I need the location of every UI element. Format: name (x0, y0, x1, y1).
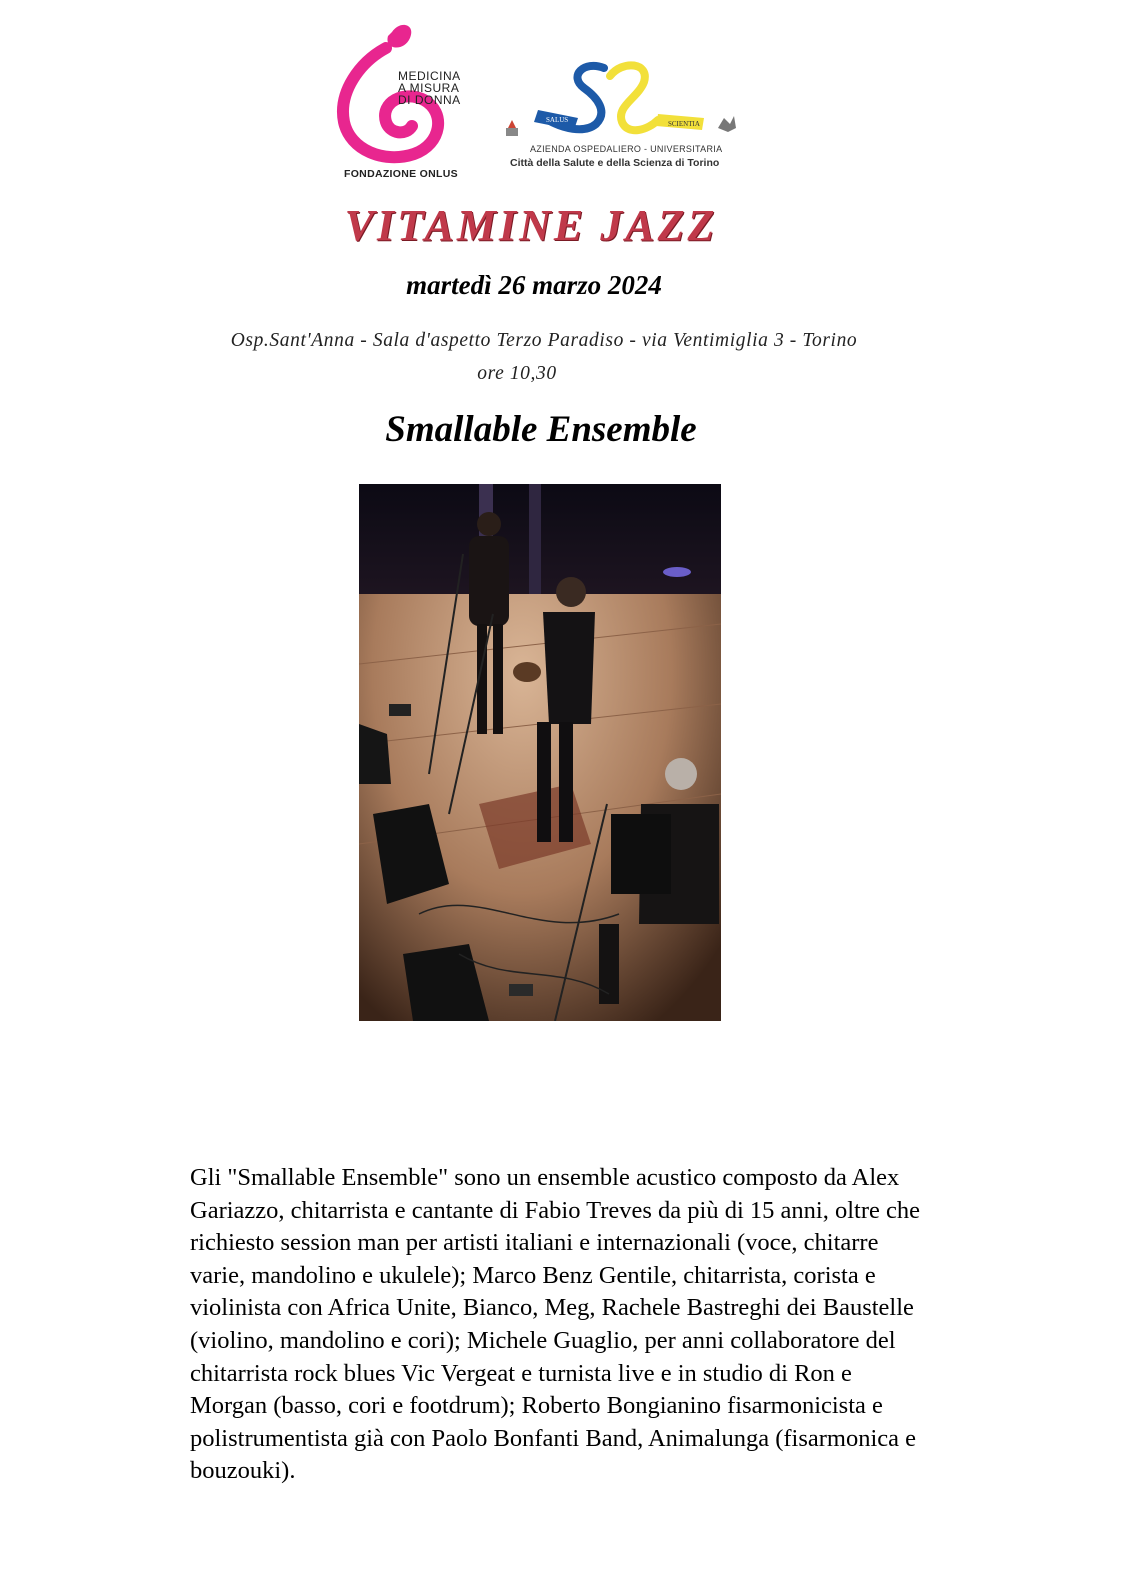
ribbon-right-label: SCIENTIA (668, 120, 700, 128)
ribbon-left-label: SALUS (546, 116, 569, 124)
event-date: martedì 26 marzo 2024 (406, 270, 662, 300)
azienda-name: Città della Salute e della Scienza di Torino (510, 157, 720, 169)
band-description: Gli "Smallable Ensemble" sono un ensemble acustico composto da Alex Gariazzo, chitarrista e cantante di Fabio Treves da più di 15 anni, oltre che richiesto session man per artisti italiani e internazionali (voce, chitarre varie, mandolino e ukulele); Marco Benz Gentile, chitarrista, corista e violinista con Africa Unite, Bianco, Meg, Rachele Bastreghi dei Baustelle (violino, mandolino e cori); Michele Guaglio, per anni collaboratore del chitarrista rock blues Vic Vergeat e turnista live e in studio di Ron e Morgan (basso, cori e footdrum); Roberto Bongianino fisarmonicista e polistrumentista già con Paolo Bonfanti Band, Animalunga (fisarmonica e bouzouki). (190, 1164, 920, 1485)
azienda-logo (498, 58, 743, 173)
event-title: VITAMINE JAZZ (344, 201, 718, 250)
event-time: ore 10,30 (477, 363, 557, 384)
salus-scientia-icon (498, 58, 743, 143)
fondazione-name: MEDICINA A MISURA DI DONNA (398, 69, 461, 107)
band-photo (359, 484, 721, 1021)
fondazione-caption: FONDAZIONE ONLUS (344, 168, 458, 180)
band-name: Smallable Ensemble (385, 409, 697, 450)
azienda-type: AZIENDA OSPEDALIERO - UNIVERSITARIA (530, 144, 723, 154)
fondazione-logo (330, 18, 480, 188)
event-venue: Osp.Sant'Anna - Sala d'aspetto Terzo Paradiso - via Ventimiglia 3 - Torino (230, 330, 858, 351)
